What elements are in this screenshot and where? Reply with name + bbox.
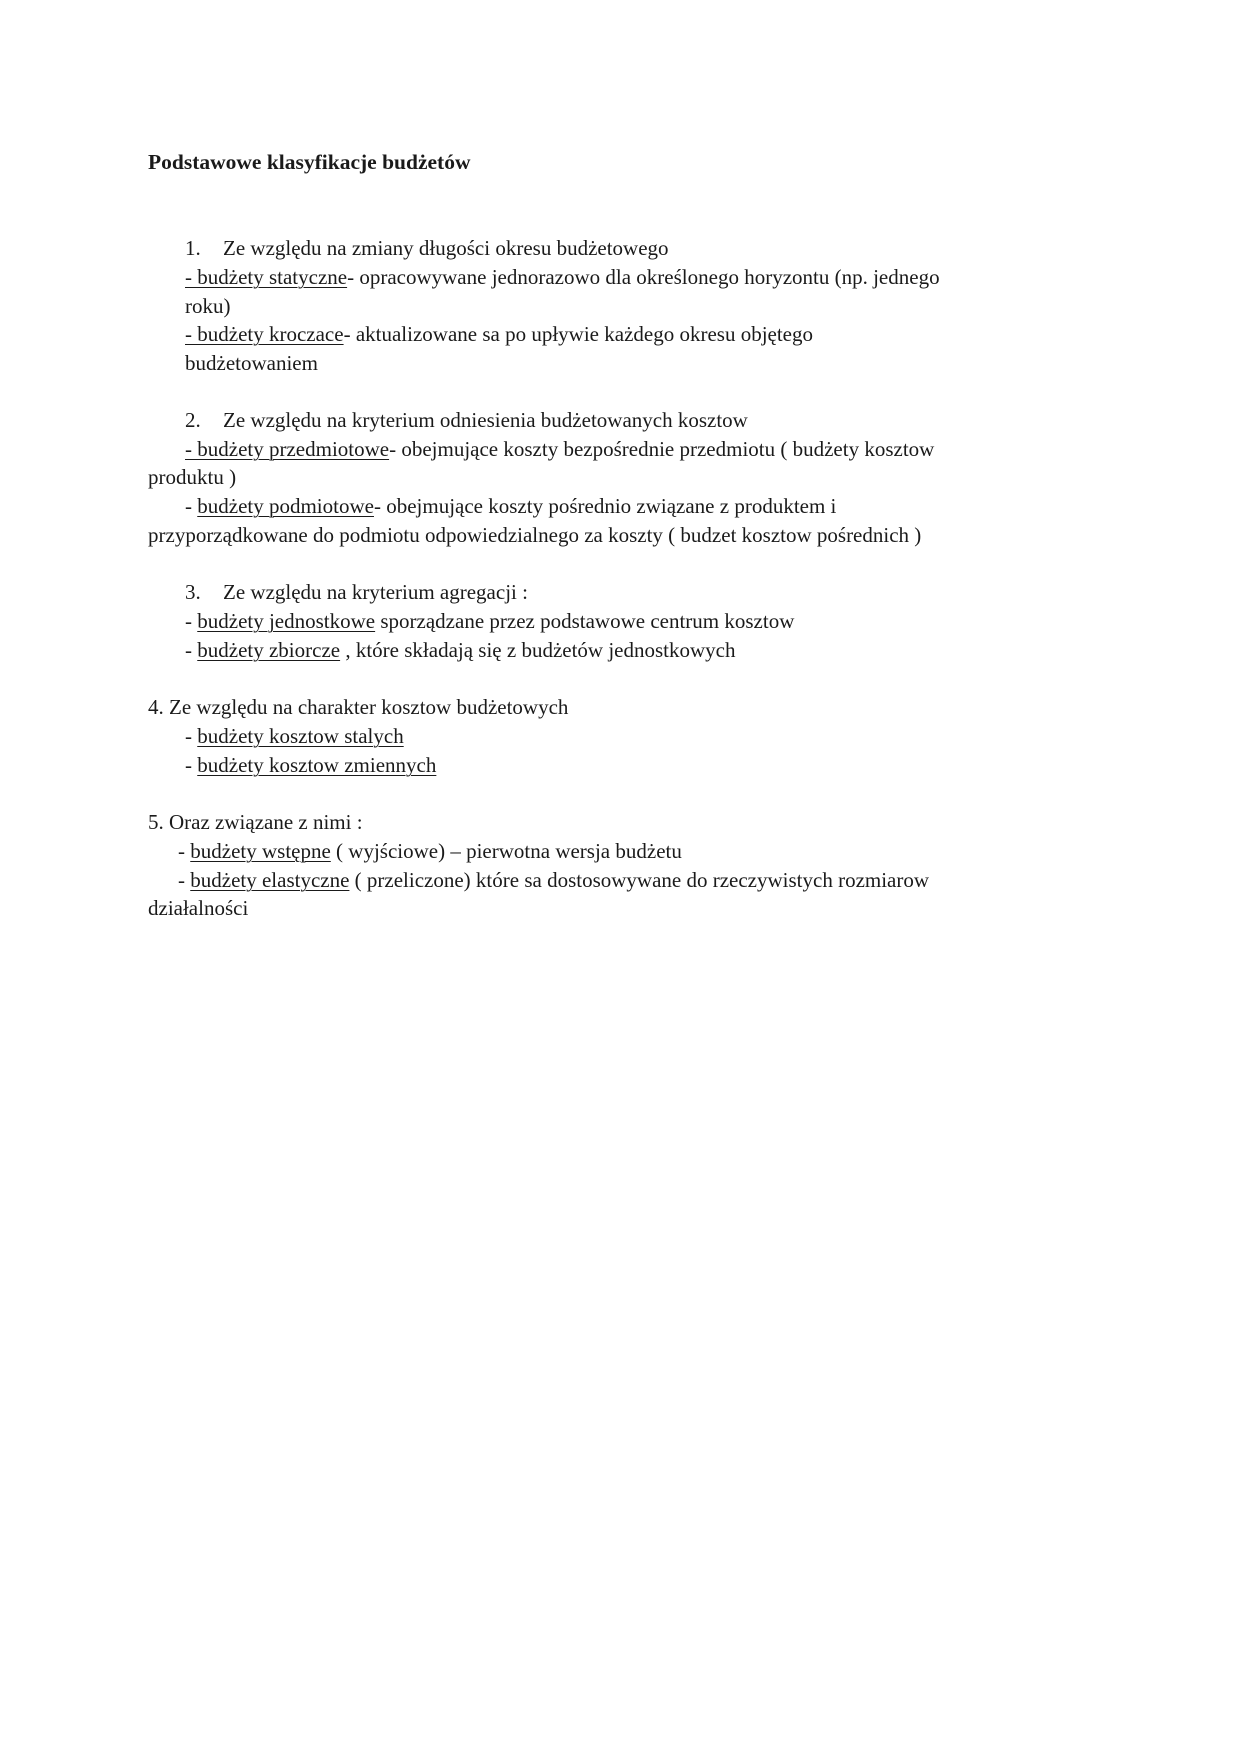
section-2-heading-text: Ze względu na kryterium odniesienia budżetowanych kosztow xyxy=(223,408,748,432)
term-budzety-podmiotowe: budżety podmiotowe xyxy=(197,494,374,518)
term-budzety-kosztow-stalych: budżety kosztow stalych xyxy=(197,724,404,748)
section-4-item-1 xyxy=(185,722,404,751)
term-budzety-jednostkowe: budżety jednostkowe xyxy=(197,609,376,633)
section-2-item-1 xyxy=(185,435,934,464)
section-3-item-2 xyxy=(185,636,735,665)
section-2-heading xyxy=(185,406,748,435)
section-4-heading: 4. Ze względu na charakter kosztow budżetowych xyxy=(148,695,569,719)
section-1-heading-text: Ze względu na zmiany długości okresu budżetowego xyxy=(223,236,669,260)
section-1-item-1 xyxy=(185,263,940,292)
section-4-item-2-prefix: - xyxy=(185,753,198,777)
section-2-item-1-text: - obejmujące koszty bezpośrednie przedmiotu ( budżety kosztow xyxy=(389,437,935,461)
section-5-item-2-text: ( przeliczone) które sa dostosowywane do rzeczywistych rozmiarow xyxy=(349,868,930,892)
term-budzety-statyczne: - budżety statyczne xyxy=(185,265,348,289)
section-3-number: 3. xyxy=(185,580,201,604)
section-1-item-1-text: - opracowywane jednorazowo dla określonego horyzontu (np. jednego xyxy=(347,265,940,289)
section-1-item-1-cont: roku) xyxy=(185,294,231,318)
section-5-item-2-cont: działalności xyxy=(148,896,249,920)
section-1-item-2-text: - aktualizowane sa po upływie każdego okresu objętego xyxy=(343,322,814,346)
section-1-heading xyxy=(185,234,669,263)
section-3-item-1-prefix: - xyxy=(185,609,198,633)
section-3-heading xyxy=(185,578,528,607)
section-2-item-2-text: - obejmujące koszty pośrednio związane z produktem i xyxy=(373,494,837,518)
section-4-item-2 xyxy=(185,751,436,780)
section-3-item-2-prefix: - xyxy=(185,638,198,662)
term-budzety-wstepne: budżety wstępne xyxy=(190,839,331,863)
section-1-number: 1. xyxy=(185,236,201,260)
section-2-item-2 xyxy=(185,492,836,521)
section-2-item-1-cont: produktu ) xyxy=(148,465,237,489)
section-1-item-2 xyxy=(185,320,813,349)
section-5-item-1-text: ( wyjściowe) – pierwotna wersja budżetu xyxy=(330,839,682,863)
term-budzety-przedmiotowe: - budżety przedmiotowe xyxy=(185,437,390,461)
page-title: Podstawowe klasyfikacje budżetów xyxy=(148,150,471,174)
section-4-item-1-prefix: - xyxy=(185,724,198,748)
term-budzety-kosztow-zmiennych: budżety kosztow zmiennych xyxy=(197,753,437,777)
section-5-item-1-prefix: - xyxy=(178,839,191,863)
section-2-item-2-cont: przyporządkowane do podmiotu odpowiedzialnego za koszty ( budzet kosztow pośrednich ) xyxy=(148,523,922,547)
term-budzety-kroczace: - budżety kroczace xyxy=(185,322,344,346)
section-5-item-2 xyxy=(178,866,929,895)
section-3-item-1-text: sporządzane przez podstawowe centrum kosztow xyxy=(375,609,795,633)
section-2-number: 2. xyxy=(185,408,201,432)
section-5-heading: 5. Oraz związane z nimi : xyxy=(148,810,363,834)
section-5-item-1 xyxy=(178,837,682,866)
section-5-item-2-prefix: - xyxy=(178,868,191,892)
term-budzety-zbiorcze: budżety zbiorcze xyxy=(197,638,341,662)
section-3-item-1 xyxy=(185,607,794,636)
section-3-heading-text: Ze względu na kryterium agregacji : xyxy=(223,580,528,604)
section-2-item-2-prefix: - xyxy=(185,494,198,518)
section-3-item-2-text: , które składają się z budżetów jednostkowych xyxy=(340,638,736,662)
section-1-item-2-cont: budżetowaniem xyxy=(185,351,318,375)
term-budzety-elastyczne: budżety elastyczne xyxy=(190,868,350,892)
